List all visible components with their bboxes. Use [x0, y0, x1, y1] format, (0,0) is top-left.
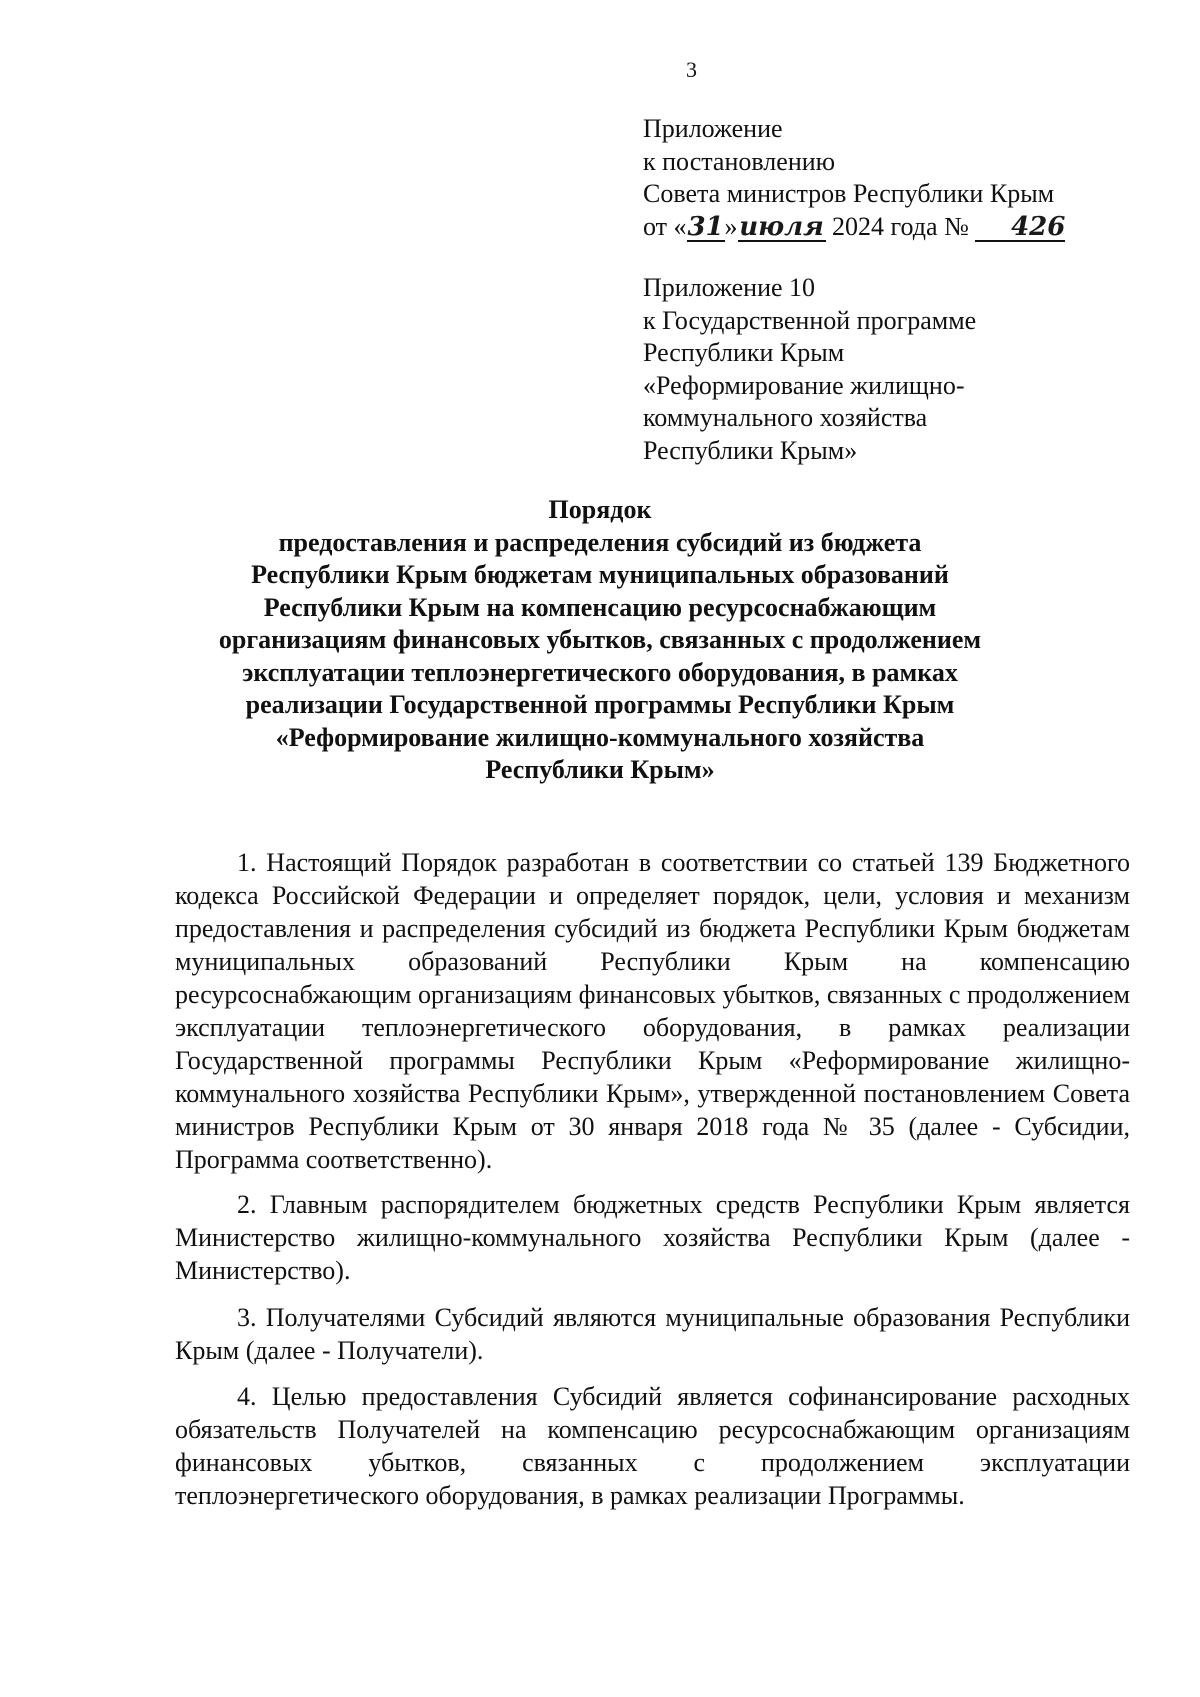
program-appendix-line: Республики Крым» [643, 435, 858, 465]
appendix-resolution-line: к постановлению [643, 146, 836, 176]
appendix-label: Приложение [643, 114, 783, 143]
title-line: предоставления и распределения субсидий из бюджета [278, 527, 922, 557]
program-appendix-line: к Государственной программе [643, 305, 977, 335]
title-line: Республики Крым на компенсацию ресурсоснабжающим [263, 592, 937, 622]
handwritten-doc-number: 426 [975, 214, 1065, 242]
paragraph-1: 1. Настоящий Порядок разработан в соответствии со статьей 139 Бюджетного кодекса Российской Федерации и определяет порядок, цели, условия и механизм предоставления и распределения субсидий из бюджета Республики Крым бюджетам муниципальных образований Республики Крым на компенсацию ресурсоснабжающим организациям финансовых убытков, связанных с продолжением эксплуатации теплоэнергетического оборудования, в рамках реализации Государственной программы Республики Крым «Реформирование жилищно-коммунального хозяйства Республики Крым», утвержденной постановлением Совета министров Республики Крым от 30 января 2018 года № 35 (далее - Субсидии, Программа соответственно). [175, 848, 1130, 1174]
appendix-council-line: Совета министров Республики Крым [643, 179, 1055, 208]
paragraph-4: 4. Целью предоставления Субсидий является софинансирование расходных обязательств Получателей на компенсацию ресурсоснабжающим организациям финансовых убытков, связанных с продолжением эксплуатации теплоэнергетического оборудования, в рамках реализации Программы. [175, 1382, 1130, 1510]
title-line: Республики Крым» [485, 755, 715, 784]
page-number: 3 [686, 57, 697, 82]
date-close-quote: » [724, 211, 738, 241]
handwritten-day: 31 [687, 211, 724, 242]
title-line: эксплуатации теплоэнергетического оборудования, в рамках [242, 657, 958, 687]
handwritten-month: июля [739, 211, 824, 242]
program-appendix-line: Приложение 10 [643, 273, 816, 302]
program-appendix-line: «Реформирование жилищно- [643, 370, 965, 400]
resolution-date-line [643, 211, 1113, 244]
title-line: реализации Государственной программы Республики Крым [245, 690, 955, 719]
program-appendix-line: коммунального хозяйства [643, 403, 928, 432]
resolution-appendix-header [643, 113, 1113, 243]
program-appendix-header [643, 272, 1113, 467]
paragraph-2: 2. Главным распорядителем бюджетных средств Республики Крым является Министерство жилищно-коммунального хозяйства Республики Крым (далее - Министерство). [175, 1190, 1130, 1285]
title-line: «Реформирование жилищно-коммунального хозяйства [275, 722, 925, 752]
document-title [160, 494, 1040, 787]
title-heading: Порядок [548, 495, 652, 524]
program-appendix-line: Республики Крым [643, 338, 845, 367]
date-prefix: от « [643, 211, 687, 241]
title-line: организациям финансовых убытков, связанных с продолжением [218, 625, 982, 654]
date-year: 2024 года № [832, 211, 969, 241]
title-line: Республики Крым бюджетам муниципальных образований [251, 560, 949, 589]
paragraph-3: 3. Получателями Субсидий являются муниципальные образования Республики Крым (далее - Получатели). [175, 1303, 1130, 1365]
